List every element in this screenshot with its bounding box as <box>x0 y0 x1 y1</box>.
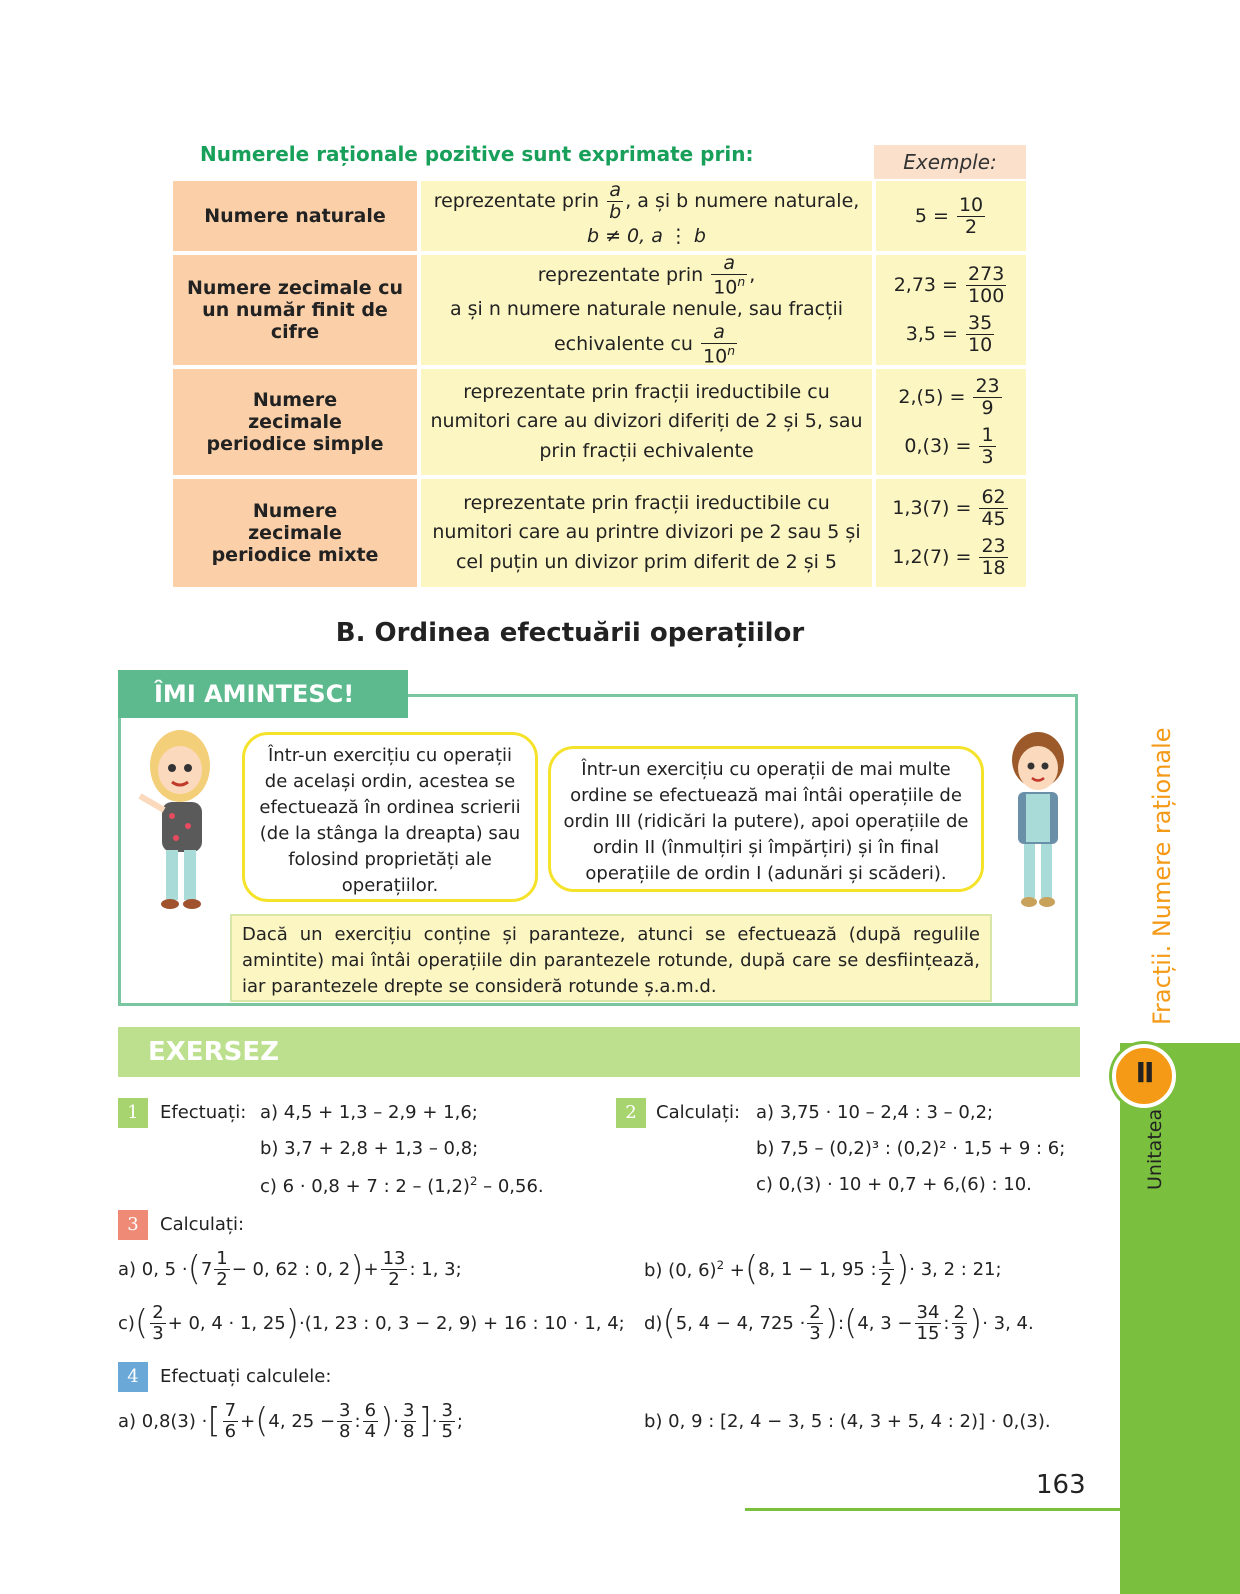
exercise-1b: b) 3,7 + 2,8 + 1,3 – 0,8; <box>260 1138 479 1159</box>
exersez-bar: EXERSEZ <box>118 1027 1080 1077</box>
unit-label: Unitatea <box>1144 1108 1166 1190</box>
exercise-1a: a) 4,5 + 1,3 – 2,9 + 1,6; <box>260 1102 478 1123</box>
girl-illustration <box>128 726 228 916</box>
row4-desc: reprezentate prin fracții ireductibile cu numitori care au printre divizori pe 2 sau 5 și cel puțin un divizor prim diferit de 2 și 5 <box>421 479 872 587</box>
exercise-3-label: Calculați: <box>160 1214 245 1235</box>
exercise-3c: c) ( $\frac{2}{3}$ + 0, 4 · 1, 25 ) ·(1, 23 : 0, 3 − 2, 9) + 16 : 10 · 1, 4; <box>118 1301 625 1344</box>
row3-desc: reprezentate prin fracții ireductibile cu numitori care au divizori diferiți de 2 și 5, sau prin fracții echivalente <box>421 369 872 475</box>
exercise-4a: a) 0,8(3) · [ $\frac{7}{6}$ + ( 4, 25 − $\frac{3}{8}$ : $\frac{6}{4}$ ) · $\frac{3}{8}$ ] · $\frac{3}{5}$ ; <box>118 1399 463 1442</box>
row2-desc: reprezentate prin $\frac{a}{10^n}$ , a și n numere naturale nenule, sau fracții echivalente cu $\frac{a}{10^n}$ <box>421 255 872 365</box>
table-heading: Numerele raționale pozitive sunt exprimate prin: <box>200 142 754 166</box>
exercise-2-label: Calculați: <box>656 1102 741 1123</box>
page-number: 163 <box>1036 1470 1086 1500</box>
remember-tab: ÎMI AMINTESC! <box>118 670 408 718</box>
exercise-2c: c) 0,(3) · 10 + 0,7 + 6,(6) : 10. <box>756 1174 1032 1195</box>
unit-side-bar <box>1120 1043 1240 1594</box>
exercise-2a: a) 3,75 · 10 – 2,4 : 3 – 0,2; <box>756 1102 994 1123</box>
bubble-left: Într-un exercițiu cu operații de același ordin, acestea se efectuează în ordinea scrierii (de la stânga la dreapta) sau folosind proprietăți ale operațiilor. <box>242 732 538 902</box>
boy-illustration <box>1002 726 1072 916</box>
exercise-1c: c) 6 · 0,8 + 7 : $2 - (1,2)^2 - 0,56$. <box>260 1174 544 1197</box>
row2-type: Numere zecimale cu un număr finit de cifre <box>173 255 417 365</box>
row4-examples: 1,3(7) = $\frac{62}{45}$ 1,2(7) = $\frac{23}{18}$ <box>876 479 1026 587</box>
exercise-4-number: 4 <box>118 1362 148 1392</box>
exercise-1-number: 1 <box>118 1098 148 1128</box>
exercise-2-number: 2 <box>616 1098 646 1128</box>
exercise-3-number: 3 <box>118 1210 148 1240</box>
row3-type: Numere zecimale periodice simple <box>173 369 417 475</box>
bubble-right: Într-un exercițiu cu operații de mai multe ordine se efectuează mai întâi operațiile de ordin III (ridicări la putere), apoi operațiile de ordin II (înmulțiri și împărțiri) și în final operațiile de ordin I (adunări și scăderi). <box>548 746 984 892</box>
unit-number: II <box>1135 1056 1153 1089</box>
examples-header: Exemple: <box>874 145 1026 179</box>
exercise-3b: b) (0, 6)$^2$ + ( 8, 1 − 1, 95 : $\frac{1}{2}$ ) · 3, 2 : 21; <box>644 1247 1002 1290</box>
exercise-3d: d) ( 5, 4 − 4, 725 · $\frac{2}{3}$ ) : ( 4, 3 − $\frac{34}{15}$ : $\frac{2}{3}$ ) · 3, 4. <box>644 1301 1034 1344</box>
exercise-3a: a) 0, 5 · ( 7 $\frac{1}{2}$ − 0, 62 : 0, 2 ) + $\frac{13}{2}$ : 1, 3; <box>118 1247 462 1290</box>
footer-line <box>745 1508 1120 1511</box>
row4-type: Numere zecimale periodice mixte <box>173 479 417 587</box>
parentheses-note: Dacă un exercițiu conține și paranteze, atunci se efectuează (după regulile amintite) mai întâi operațiile din parantezele rotunde, după care se desființează, iar parantezele drepte se consideră rotunde ș.a.m.d. <box>230 914 992 1002</box>
exercise-4b: b) 0, 9 : [2, 4 − 3, 5 : (4, 3 + 5, 4 : 2)] · 0,(3). <box>644 1410 1051 1432</box>
row1-desc: reprezentate prin $\frac{a}{b}$ , a și b numere naturale, b ≠ 0, a ⋮ b <box>421 181 872 251</box>
row2-examples: 2,73 = $\frac{273}{100}$ 3,5 = $\frac{35}{10}$ <box>876 255 1026 365</box>
row3-examples: 2,(5) = $\frac{23}{9}$ 0,(3) = $\frac{1}{3}$ <box>876 369 1026 475</box>
subject-vertical-title: Fracții. Numere raționale <box>1148 727 1176 1025</box>
row1-type: Numere naturale <box>173 181 417 251</box>
exercise-4-label: Efectuați calculele: <box>160 1366 332 1387</box>
exercise-2b: b) 7,5 – (0,2)³ : (0,2)² · 1,5 + 9 : 6; <box>756 1138 1066 1159</box>
exercise-1-label: Efectuați: <box>160 1102 247 1123</box>
row1-examples: 5 = $\frac{10}{2}$ <box>876 181 1026 251</box>
section-title: B. Ordinea efectuării operațiilor <box>335 618 805 648</box>
